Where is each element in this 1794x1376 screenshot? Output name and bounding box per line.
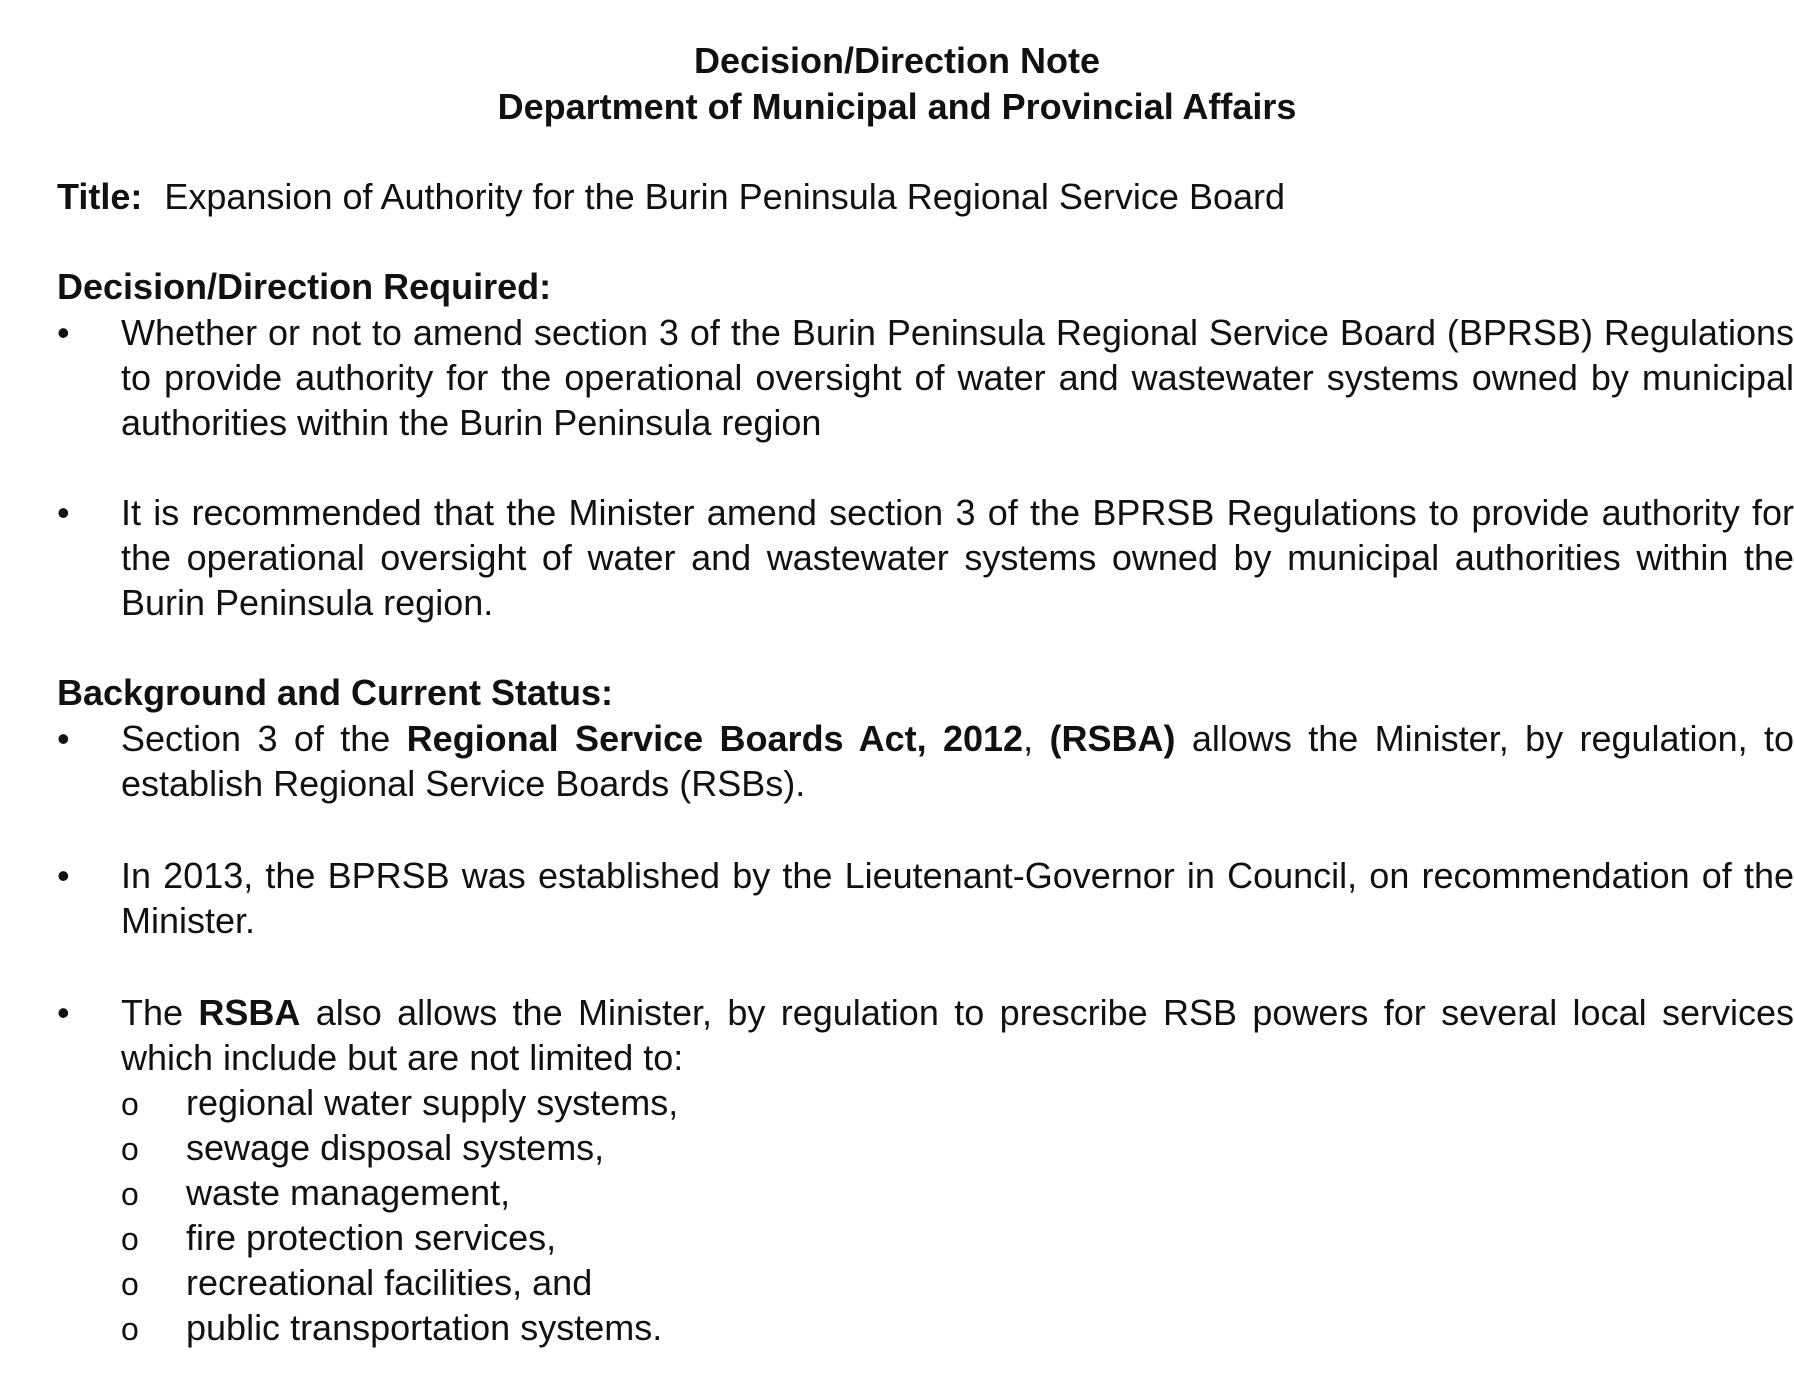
bullet-symbol: •: [57, 855, 70, 896]
text-segment: allows the Minister, by regulation, to establish Regional Service Boards (RSBs).: [121, 718, 1794, 804]
decision-bullet-1-text: Whether or not to amend section 3 of the Burin Peninsula Regional Service Board (BPRSB) Regulations to provide authority for the operational oversight of water and wastewater systems owned by municipal authorities within the Burin Peninsula region: [121, 312, 1794, 443]
bullet-symbol: •: [57, 718, 70, 759]
sub-bullet-symbol: o: [121, 1221, 139, 1257]
list-item-text: waste management,: [186, 1172, 511, 1213]
act-acronym: RSBA: [198, 992, 301, 1033]
background-bullet-3-text: [121, 990, 1794, 1080]
sub-bullet-symbol: o: [121, 1086, 139, 1122]
act-acronym: (RSBA): [1049, 718, 1176, 759]
list-item-text: public transportation systems.: [186, 1307, 663, 1348]
list-item-text: recreational facilities, and: [186, 1262, 593, 1303]
text-segment: ,: [1023, 718, 1050, 759]
document-header: [0, 38, 1794, 130]
list-item-text: regional water supply systems,: [186, 1082, 679, 1123]
bullet-symbol: •: [57, 492, 70, 533]
sub-bullet-symbol: o: [121, 1176, 139, 1212]
background-bullet-2-text: In 2013, the BPRSB was established by the Lieutenant-Governor in Council, on recommendation of the Minister.: [121, 855, 1794, 941]
text-segment: The: [121, 992, 199, 1033]
header-line-department: Department of Municipal and Provincial Affairs: [497, 86, 1297, 127]
list-item-text: sewage disposal systems,: [186, 1127, 605, 1168]
background-heading: Background and Current Status:: [57, 672, 614, 713]
background-bullet-1-text: [121, 716, 1794, 806]
title-label: Title:: [57, 176, 143, 217]
text-segment: also allows the Minister, by regulation to prescribe RSB powers for several local services which include but are not limited to:: [121, 992, 1794, 1078]
decision-bullet-1: [57, 310, 1794, 445]
list-item-text: fire protection services,: [186, 1217, 557, 1258]
background-bullet-2: [57, 853, 1794, 943]
background-bullet-1: [57, 716, 1794, 806]
decision-heading: Decision/Direction Required:: [57, 266, 552, 307]
sub-bullet-symbol: o: [121, 1131, 139, 1167]
background-bullet-3: [57, 990, 1794, 1080]
title-text: Expansion of Authority for the Burin Peninsula Regional Service Board: [164, 176, 1286, 217]
sub-bullet-symbol: o: [121, 1311, 139, 1347]
header-line-note-type: Decision/Direction Note: [693, 40, 1101, 81]
bullet-symbol: •: [57, 992, 70, 1033]
decision-bullet-2: [57, 490, 1794, 625]
act-name: Regional Service Boards Act, 2012: [406, 718, 1024, 759]
title-row: [57, 174, 1285, 220]
bullet-symbol: •: [57, 312, 70, 353]
decision-bullet-2-text: It is recommended that the Minister amend section 3 of the BPRSB Regulations to provide authority for the operational oversight of water and wastewater systems owned by municipal authorities within the Burin Peninsula region.: [121, 492, 1794, 623]
text-segment: Section 3 of the: [121, 718, 407, 759]
sub-bullet-symbol: o: [121, 1266, 139, 1302]
